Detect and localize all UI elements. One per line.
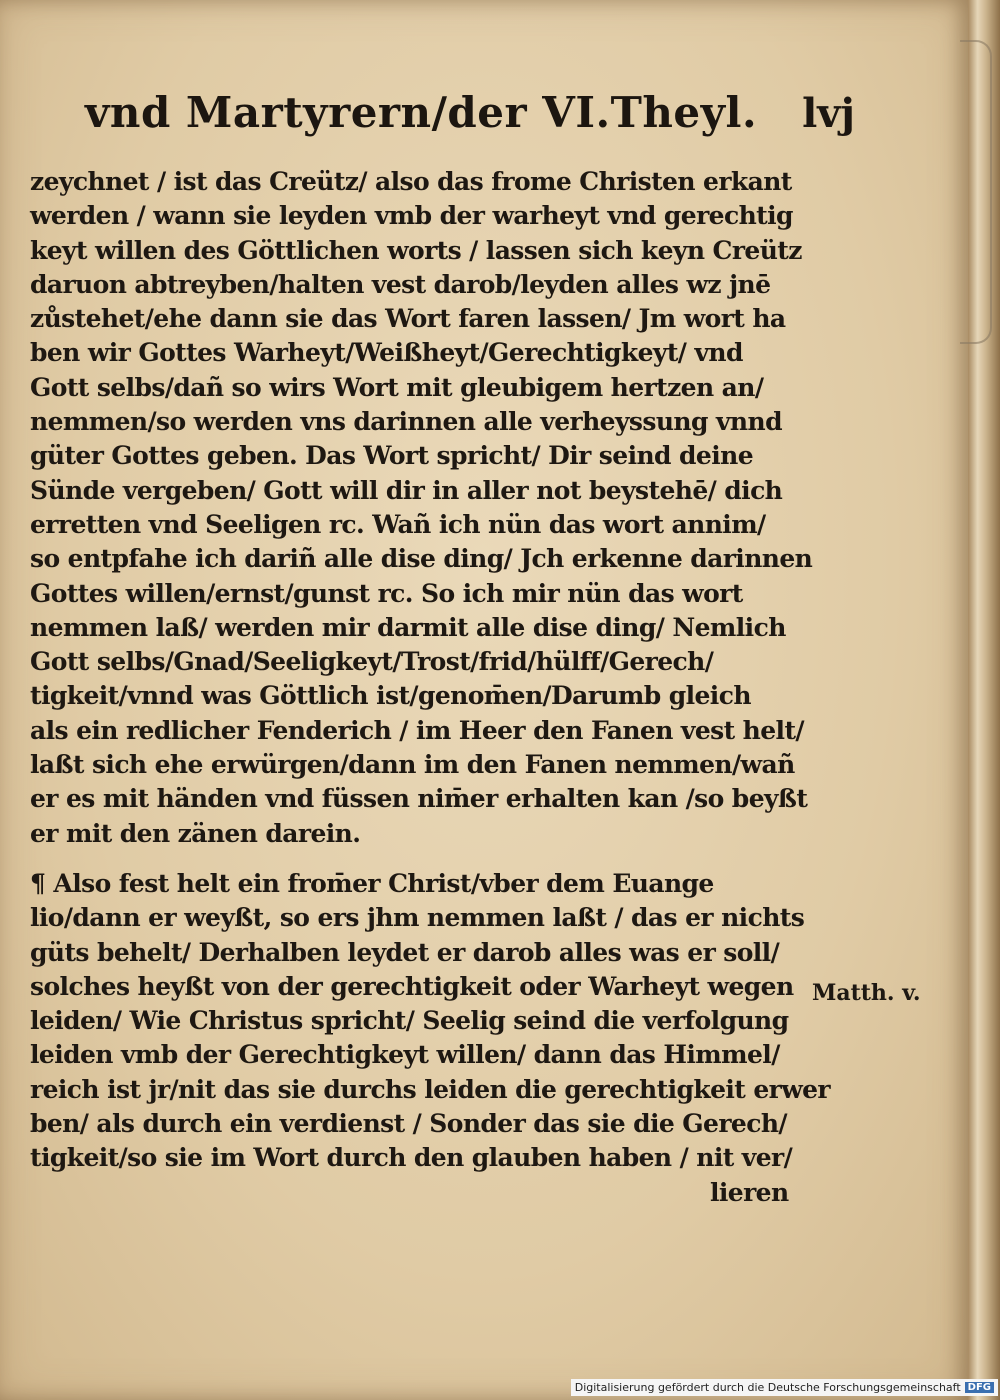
text-line: ben/ als durch ein verdienst / Sonder das sie die Gerech/ xyxy=(30,1109,787,1139)
text-line: güter Gottes geben. Das Wort spricht/ Dir seind deine xyxy=(30,441,753,471)
text-line: Gott selbs/Gnad/Seeligkeyt/Trost/frid/hülff/Gerech/ xyxy=(30,647,714,677)
text-line: laßt sich ehe erwürgen/dann im den Fanen nemmen/wañ xyxy=(30,750,795,780)
text-line: werden / wann sie leyden vmb der warheyt vnd gerechtig xyxy=(30,201,793,231)
text-line: Sünde vergeben/ Gott will dir in aller not beystehē/ dich xyxy=(30,475,783,505)
book-clip xyxy=(960,40,992,344)
text-line: erretten vnd Seeligen rc. Wañ ich nün das wort annim/ xyxy=(30,509,766,539)
digitization-credit xyxy=(571,1379,998,1396)
text-line: solches heyßt von der gerechtigkeit oder Warheyt wegen xyxy=(30,971,794,1001)
text-line: als ein redlicher Fenderich / im Heer den Fanen vest helt/ xyxy=(30,715,804,745)
text-line: ¶ Also fest helt ein from̄er Christ/vber dem Euange xyxy=(30,868,714,898)
folio-number: lvj xyxy=(802,90,855,137)
paragraph-gap xyxy=(30,851,800,867)
text-line: lio/dann er weyßt, so ers jhm nemmen laßt / das er nichts xyxy=(30,903,805,933)
text-line: nemmen laß/ werden mir darmit alle dise ding/ Nemlich xyxy=(30,612,786,642)
text-line: zůstehet/ehe dann sie das Wort faren lassen/ Jm wort ha xyxy=(30,304,786,334)
text-line: zeychnet / ist das Creütz/ also das frome Christen erkant xyxy=(30,167,792,196)
text-line: er mit den zänen darein. xyxy=(30,818,361,848)
text-line: lieren xyxy=(710,1177,789,1207)
page-title: vnd Martyrern/der VI.Theyl. xyxy=(85,88,758,137)
text-line: ben wir Gottes Warheyt/Weißheyt/Gerechtigkeyt/ vnd xyxy=(30,338,743,368)
credit-text: Digitalisierung gefördert durch die Deutsche Forschungsgemeinschaft xyxy=(574,1381,961,1394)
dfg-logo: DFG xyxy=(965,1382,994,1393)
text-line: leiden vmb der Gerechtigkeyt willen/ dann das Himmel/ xyxy=(30,1040,780,1070)
running-header xyxy=(85,88,855,148)
text-line: er es mit händen vnd füssen nim̄er erhalten kan /so beyßt xyxy=(30,784,808,814)
text-line: tigkeit/vnnd was Göttlich ist/genom̄en/Darumb gleich xyxy=(30,681,751,711)
text-line: reich ist jr/nit das sie durchs leiden die gerechtigkeit erwer xyxy=(30,1074,831,1104)
text-line: tigkeit/so sie im Wort durch den glauben haben / nit ver/ xyxy=(30,1143,793,1173)
marginal-note: Matth. v. xyxy=(812,980,921,1006)
body-text xyxy=(30,165,831,1210)
text-line: Gottes willen/ernst/gunst rc. So ich mir nün das wort xyxy=(30,578,743,608)
text-line: daruon abtreyben/halten vest darob/leyden alles wz jnē xyxy=(30,269,771,299)
text-line: güts behelt/ Derhalben leydet er darob alles was er soll/ xyxy=(30,937,780,967)
text-line: Gott selbs/dañ so wirs Wort mit gleubigem hertzen an/ xyxy=(30,372,764,402)
text-line: nemmen/so werden vns darinnen alle verheyssung vnnd xyxy=(30,407,782,437)
text-line: leiden/ Wie Christus spricht/ Seelig seind die verfolgung xyxy=(30,1006,789,1036)
text-line: so entpfahe ich dariñ alle dise ding/ Jch erkenne darinnen xyxy=(30,544,813,574)
text-line: keyt willen des Göttlichen worts / lassen sich keyn Creütz xyxy=(30,235,802,265)
